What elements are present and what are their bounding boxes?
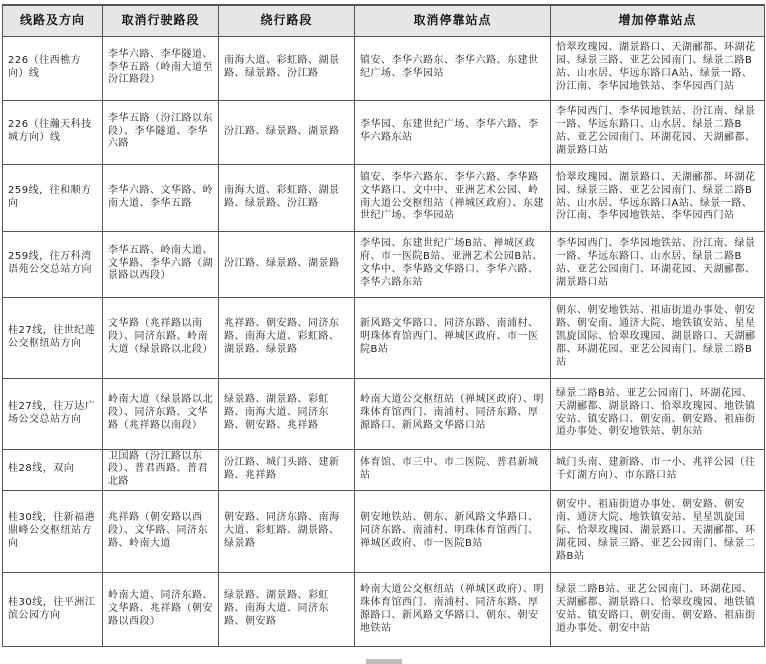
table-header-row — [3, 5, 765, 36]
added-stops-cell: 城门头南、建新路、市一小、兆祥公园（往千灯湖方向）、市东路口站 — [551, 449, 765, 491]
cancelled-segment-cell: 文华路（兆祥路以南段）、同济东路、岭南大道（绿景路以北段） — [103, 297, 219, 378]
cancelled-segment-cell: 李华六路、李华隧道、李华五路（岭南大道至汾江路段） — [103, 36, 219, 100]
table-row — [3, 100, 765, 164]
detour-segment-cell: 绿景路、湖景路、彩虹路、南海大道、同济东路、朝安路 — [219, 573, 355, 647]
route-adjustment-table — [2, 4, 765, 647]
cancelled-stops-cell: 镇安、李华六路东、李华六路、李华路文华路口、文中中、亚洲艺术公园、岭南大道公交枢纽站（禅城区政府）、东建世纪广场、李华园站 — [355, 164, 551, 231]
cancelled-stops-cell: 李华园、东建世纪广场B站、禅城区政府、市一医院B站、亚洲艺术公园B站、文华中、李华路文华路口、李华六路、李华六路东站 — [355, 231, 551, 297]
cancelled-segment-cell: 岭南大道、同济东路、文华路、兆祥路（朝安路以西段） — [103, 573, 219, 647]
cancelled-stops-cell: 李华园、东建世纪广场、李华六路、李华六路东站 — [355, 100, 551, 164]
added-stops-cell: 朝东、朝安地铁站、祖庙街道办事处、朝安路、朝安南、通济大院、地铁镇安站、星星凯旋国际、恰翠玫瑰园、湖景路口、天湖郦都、环湖花园、亚艺公园南门、绿景二路B站 — [551, 297, 765, 378]
cancelled-segment-cell: 岭南大道（绿景路以北段）、同济东路、文华路（兆祥路以南段） — [103, 378, 219, 449]
detour-segment-cell: 汾江路、绿景路、湖景路 — [219, 100, 355, 164]
header-added-stops: 增加停靠站点 — [551, 5, 765, 36]
cancelled-segment-cell: 李华五路（汾江路以东段）、李华隧道、李华六路 — [103, 100, 219, 164]
added-stops-cell: 恰翠玫瑰园、湖景路口、天湖郦都、环湖花园、绿景三路、亚艺公园南门、绿景二路B站、山水居、华远东路口A站、绿景一路、汾江南、李华园地铁站、李华园西门站 — [551, 164, 765, 231]
route-cell: 桂28线，双向 — [3, 449, 103, 491]
detour-segment-cell: 朝安路、同济东路、南海大道、彩虹路、湖景路、绿景路 — [219, 491, 355, 573]
detour-segment-cell: 南海大道、彩虹路、湖景路、绿景路、汾江路 — [219, 36, 355, 100]
added-stops-cell: 绿景二路B站、亚艺公园南门、环湖花园、天湖郦都、湖景路口、恰翠玫瑰园、地铁镇安站、镇安路口、朝安南、朝安路、祖庙街道办事处、朝安地铁站、朝东站 — [551, 378, 765, 449]
route-cell: 226（往西樵方向）线 — [3, 36, 103, 100]
cancelled-segment-cell: 兆祥路（朝安路以西段）、文华路、同济东路、岭南大道 — [103, 491, 219, 573]
detour-segment-cell: 兆祥路、朝安路、同济东路、南海大道、彩虹路、湖景路、绿景路 — [219, 297, 355, 378]
table-row — [3, 491, 765, 573]
table-row — [3, 378, 765, 449]
detour-segment-cell: 汾江路、城门头路、建新路、兆祥路 — [219, 449, 355, 491]
table-row — [3, 449, 765, 491]
cancelled-stops-cell: 朝安地铁站、朝东、新风路文华路口、同济东路、南浦村、明珠体育馆西门、禅城区政府、市一医院B站 — [355, 491, 551, 573]
route-cell: 桂30线，往新福港鼎峰公交枢纽站方向 — [3, 491, 103, 573]
table-row — [3, 573, 765, 647]
header-cancelled-segment: 取消行驶路段 — [103, 5, 219, 36]
route-cell: 桂27线，往世纪莲公交枢纽站方向 — [3, 297, 103, 378]
cancelled-stops-cell: 岭南大道公交枢纽站（禅城区政府）、明珠体育馆西门、南浦村、同济东路、厚源路口、新风路文华路口、朝东、朝安地铁站 — [355, 573, 551, 647]
horizontal-scrollbar-thumb[interactable] — [366, 659, 402, 664]
detour-segment-cell: 南海大道、彩虹路、湖景路、绿景路、汾江路 — [219, 164, 355, 231]
added-stops-cell: 朝安中、祖庙街道办事处、朝安路、朝安南、通济大院、地铁镇安站、星星凯旋国际、恰翠玫瑰园、湖景路口、天湖郦都、环湖花园、绿景三路、亚艺公园南门、绿景二路B站 — [551, 491, 765, 573]
added-stops-cell: 李华园西门、李华园地铁站、汾江南、绿景一路、华远东路口、山水居、绿景二路B站、亚艺公园南门、环湖花园、天湖郦都、湖景路口站 — [551, 231, 765, 297]
cancelled-segment-cell: 李华六路、文华路、岭南大道、李华五路 — [103, 164, 219, 231]
cancelled-stops-cell: 镇安、李华六路东、李华六路、东建世纪广场、李华园站 — [355, 36, 551, 100]
cancelled-segment-cell: 卫国路（汾江路以东段）、普君西路、普君北路 — [103, 449, 219, 491]
route-cell: 259线，往和顺方向 — [3, 164, 103, 231]
route-cell: 259线，往万科湾语苑公交总站方向 — [3, 231, 103, 297]
cancelled-stops-cell: 新风路文华路口、同济东路、南浦村、明珠体育馆西门、禅城区政府、市一医院B站 — [355, 297, 551, 378]
table-row — [3, 36, 765, 100]
table-row — [3, 231, 765, 297]
route-cell: 226（往瀚天科技城方向）线 — [3, 100, 103, 164]
cancelled-segment-cell: 李华五路、岭南大道、文华路、李华六路（湖景路以西段） — [103, 231, 219, 297]
header-route-direction: 线路及方向 — [3, 5, 103, 36]
added-stops-cell: 绿景二路B站、亚艺公园南门、环湖花园、天湖郦都、湖景路口、恰翠玫瑰园、地铁镇安站、镇安路口、朝安南、朝安路、祖庙街道办事处、朝安中站 — [551, 573, 765, 647]
header-detour-segment: 绕行路段 — [219, 5, 355, 36]
added-stops-cell: 恰翠玫瑰园、湖景路口、天湖郦都、环湖花园、绿景三路、亚艺公园南门、绿景二路B站、山水居、华远东路口A站、绿景一路、汾江南、李华园地铁站、李华园西门站 — [551, 36, 765, 100]
route-cell: 桂27线，往万达广场公交总站方向 — [3, 378, 103, 449]
cancelled-stops-cell: 岭南大道公交枢纽站（禅城区政府）、明珠体育馆西门、南浦村、同济东路、厚源路口、新风路文华路口站 — [355, 378, 551, 449]
table-row — [3, 297, 765, 378]
added-stops-cell: 李华园西门、李华园地铁站、汾江南、绿景一路、华远东路口、山水居、绿景二路B站、亚艺公园南门、环湖花园、天湖郦都、湖景路口站 — [551, 100, 765, 164]
route-cell: 桂30线，往平洲江滨公园方向 — [3, 573, 103, 647]
cancelled-stops-cell: 体育馆、市三中、市二医院、普君新城站 — [355, 449, 551, 491]
detour-segment-cell: 绿景路、湖景路、彩虹路、南海大道、同济东路、朝安路、兆祥路 — [219, 378, 355, 449]
header-cancelled-stops: 取消停靠站点 — [355, 5, 551, 36]
detour-segment-cell: 汾江路、绿景路、湖景路 — [219, 231, 355, 297]
table-row — [3, 164, 765, 231]
